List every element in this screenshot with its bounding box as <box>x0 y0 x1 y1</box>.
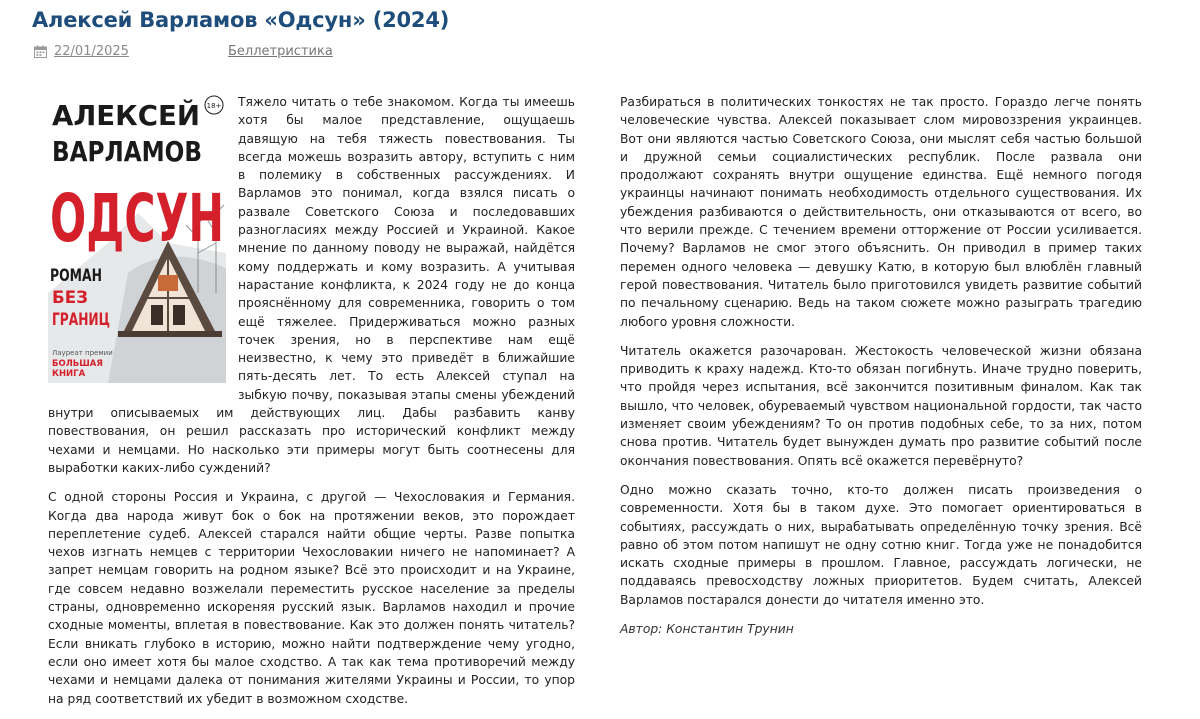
paragraph: Одно можно сказать точно, кто-то должен писать произведения о современности. Хотя бы в таком духе. Это помогает ориентироваться в событиях, рассуждать о них, вырабатывать определённую точку зрения. Всё равно об этом потом напишут не одну сотню книг. Тогда уже не понадобится искать сходные примеры в прошлом. Главное, рассуждать логически, не поддаваясь превосходству ложных приоритетов. Будем считать, Алексей Варламов постарался донести до читателя именно это. <box>620 482 1142 607</box>
book-cover-image <box>48 93 226 383</box>
article-column-right <box>620 93 1142 649</box>
category-link[interactable]: Беллетристика <box>228 44 333 59</box>
cover-genre-line3: ГРАНИЦ <box>52 310 110 330</box>
cover-prize-line1: БОЛЬШАЯ <box>52 359 103 369</box>
cover-genre-line1: РОМАН <box>50 266 102 286</box>
paragraph: Тяжело читать о тебе знакомом. Когда ты имеешь хотя бы малое представление, ощущаешь давящую на тебя тяжесть повествования. Ты всегда можешь возразить автору, вступить с ним в полемику в собственных рассуждениях. И Варламов это понимал, когда взялся писать о развале Советского Союза и последовавших разногласиях между Россией и Украиной. Какое мнение по данному поводу не выражай, найдётся кому поддержать и кому возразить. А учитывая нарастание конфликта, к 2024 году не до конца прояснённому для современника, говорить о том ещё тяжелее. Придерживаться можно разных точек зрения, но в перспективе нам ещё неизвестно, к чему это приведёт в ближайшие пять-десять лет. То есть Алексей ступал на зыбкую почву, показывая этапы смены убеждений внутри описываемых им действующих лиц. Дабы разбавить канву повествования, он решил рассказать про исторический конфликт между чехами и немцами. Но насколько эти примеры могут быть соотнесены для выработки каких-либо суждений? <box>48 95 575 475</box>
paragraph: Читатель окажется разочарован. Жестокость человеческой жизни обязана приводить к краху надежд. Кто-то обязан погибнуть. Иначе трудно поверить, что пройдя через испытания, всё закончится позитивным финалом. Как так вышло, что человек, обуреваемый чувством национальной гордости, так часто изменяет своим убеждениям? То он против подобных себе, то за них, потом снова против. Читатель будет вынужден думать про развитие событий после окончания повествования. Опять всё окажется перевёрнуто? <box>620 343 1142 468</box>
paragraph: С одной стороны Россия и Украина, с другой — Чехословакия и Германия. Когда два народа живут бок о бок на протяжении веков, это порождает переплетение судеб. Алексей старался найти общие черты. Разве попытка чехов изгнать немцев с территории Чехословакии ничего не напоминает? А запрет немцам говорить на родном языке? Всё это происходит и на Украине, где совсем недавно возжелали переместить русское население за пределы страны, одновременно искореняя русский язык. Варламов находил и прочие сходные моменты, вплетая в повествование. Как это должен понять читатель? Если вникать глубоко в историю, можно найти подтверждение чему угодно, если оно имеет хотя бы малое сходство. А так как тема противоречий между чехами и немцами далека от понимания жителями Украины и России, то упор на ряд соответствий их убедит в возможном сходстве. <box>48 490 575 706</box>
calendar-icon <box>34 45 47 58</box>
author-credit: Автор: Константин Трунин <box>620 622 794 637</box>
cover-author-line2: ВАРЛАМОВ <box>52 135 202 168</box>
cover-genre-line2: БЕЗ <box>52 288 88 308</box>
article-title[interactable]: Алексей Варламов «Одсун» (2024) <box>32 8 450 32</box>
post-date-link[interactable]: 22/01/2025 <box>54 44 129 59</box>
cover-prize-line2: КНИГА <box>52 369 86 379</box>
cover-author-line1: АЛЕКСЕЙ <box>52 99 203 132</box>
article-column-left <box>48 93 575 719</box>
cover-prize-small: Лауреат премии <box>52 349 113 357</box>
paragraph: Разбираться в политических тонкостях не так просто. Гораздо легче понять человеческие чувства. Алексей показывает слом мировоззрения украинцев. Вот они являются частью Советского Союза, они мыслят себя частью большой и дружной семьи социалистических республик. После развала они продолжают сохранять внутри ощущение единства. Ещё немного погодя украинцы начинают понимать необходимость отдельного существования. Их убеждения разбиваются о действительность, они отказываются от всего, во что верили прежде. С течением времени отторжение от России усиливается. Почему? Варламов не смог этого объяснить. Он приводил в пример таких перемен одного человека — девушку Катю, в которую был влюблён главный герой повествования. Читатель было приготовился увидеть развитие событий по печальному сценарию. Ведь на таком сюжете можно разыграть трагедию любого уровня сложности. <box>620 95 1142 329</box>
cover-book-title: ОДСУН <box>50 180 224 257</box>
cover-age-rating: 18+ <box>206 102 222 110</box>
